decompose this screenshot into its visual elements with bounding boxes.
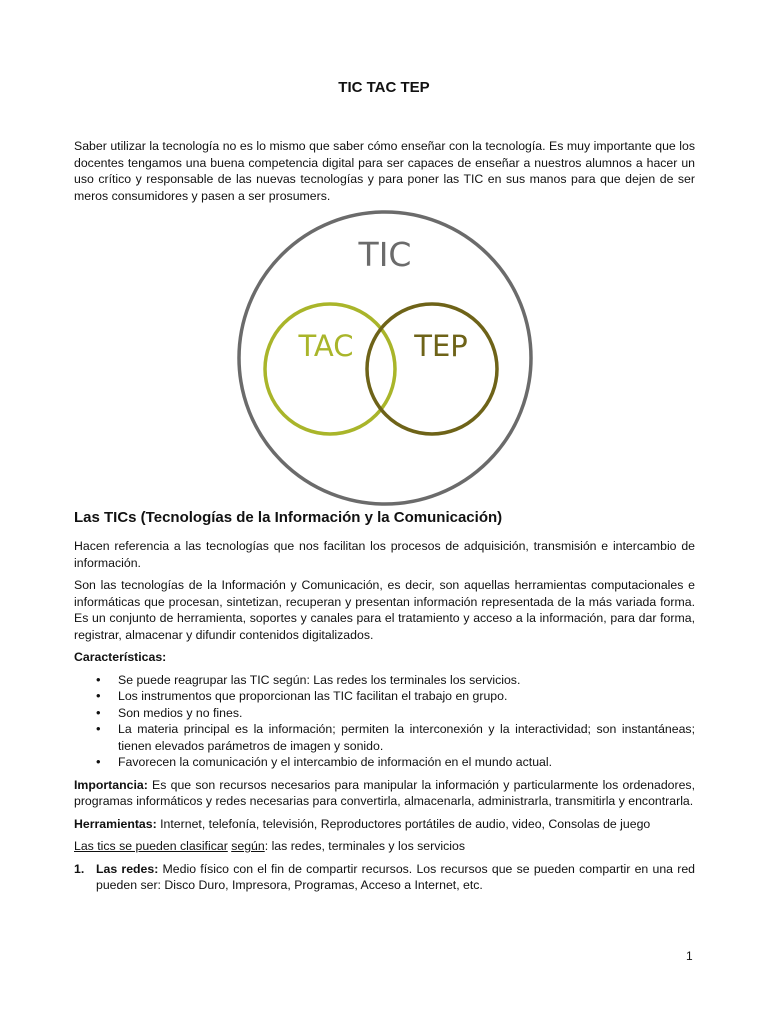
clasificar-rest-text: : las redes, terminales y los servicios — [264, 839, 465, 853]
page-number: 1 — [686, 949, 693, 963]
tac-label: TAC — [298, 329, 354, 363]
clasificacion-list — [74, 861, 695, 894]
tep-label: TEP — [414, 329, 468, 363]
herramientas-paragraph — [74, 816, 695, 833]
tics-description-paragraph: Son las tecnologías de la Información y Comunicación, es decir, son aquellas herramientas computacionales e informáticas que procesan, sintetizan, recuperan y presentan información representada de la más variada forma. Es un conjunto de herramienta, soportes y canales para el tratamiento y acceso a la información, para dar forma, registrar, almacenar y difundir contenidos digitalizados. — [74, 578, 695, 642]
caracteristicas-list — [74, 672, 695, 771]
segun-underlined-text: según — [231, 839, 265, 853]
importancia-paragraph — [74, 777, 695, 810]
list-item-label: Las redes: — [96, 861, 159, 876]
list-item-text: Medio físico con el fin de compartir recursos. Los recursos que se pueden compartir en una red pueden ser: Disco Duro, Impresora, Programas, Acceso a Internet, etc. — [96, 861, 695, 892]
list-item-number: 1. — [74, 861, 85, 876]
clasificar-underlined-text: Las tics se pueden clasificar — [74, 839, 228, 853]
tic-label: TIC — [358, 235, 412, 274]
caracteristicas-label: Características: — [74, 650, 167, 664]
tac-circle — [265, 304, 395, 434]
list-item: • Se puede reagrupar las TIC según: Las redes los terminales los servicios. — [74, 672, 695, 689]
section-heading: Las TICs (Tecnologías de la Información y la Comunicación) — [74, 509, 503, 526]
page-title: TIC TAC TEP — [338, 79, 430, 96]
list-item: • Favorecen la comunicación y el intercambio de información en el mundo actual. — [74, 754, 695, 771]
intro-paragraph: Saber utilizar la tecnología no es lo mismo que saber cómo enseñar con la tecnología. Es muy importante que los docentes tengamos una buena competencia digital para ser capaces de enseñar a nuestros alumnos a hacer un uso crítico y responsable de las nuevas tecnologías y para poner las TIC en sus manos para que dejen de ser meros consumidores y pasen a ser prosumers. — [74, 139, 695, 203]
list-item: • Los instrumentos que proporcionan las TIC facilitan el trabajo en grupo. — [74, 688, 695, 705]
herramientas-label: Herramientas: — [74, 816, 157, 831]
tep-circle — [367, 304, 497, 434]
list-item: • La materia principal es la información; permiten la interconexión y la interactividad; son instantáneas; tienen elevados parámetros de imagen y sonido. — [74, 721, 695, 754]
herramientas-text: Internet, telefonía, televisión, Reproductores portátiles de audio, video, Consolas de juego — [156, 816, 651, 831]
importancia-label: Importancia: — [74, 777, 148, 792]
importancia-text: Es que son recursos necesarios para manipular la información y particularmente los ordenadores, programas informáticos y redes necesarias para convertirla, almacenarla, administrarla, transmitirla y encontrarla. — [74, 777, 695, 808]
tics-section — [74, 508, 695, 894]
list-item — [74, 861, 695, 894]
tics-definition-paragraph: Hacen referencia a las tecnologías que nos facilitan los procesos de adquisición, transmisión e intercambio de información. — [74, 539, 695, 570]
clasificacion-paragraph — [74, 838, 695, 855]
list-item: • Son medios y no fines. — [74, 705, 695, 722]
tic-tac-tep-venn-diagram — [225, 210, 545, 506]
